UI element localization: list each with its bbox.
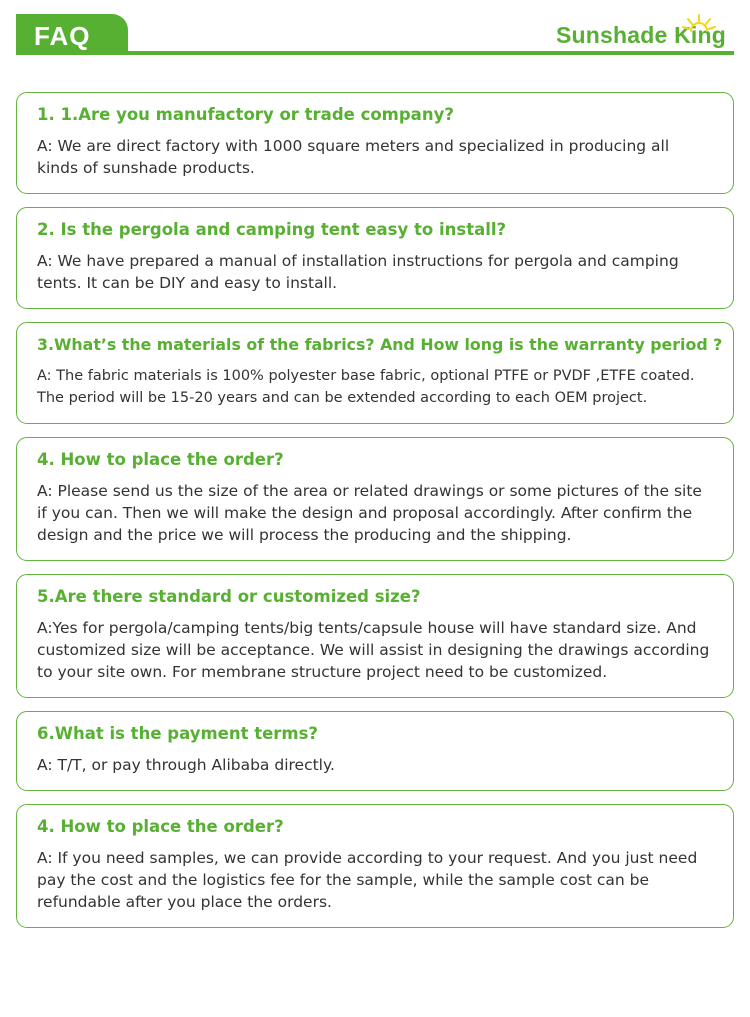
faq-answer: A: We are direct factory with 1000 square meters and specialized in producing all kinds of sunshade products. bbox=[37, 137, 670, 177]
faq-question: 5.Are there standard or customized size? bbox=[37, 587, 421, 606]
page-title: FAQ bbox=[16, 14, 128, 55]
faq-list bbox=[16, 92, 734, 941]
brand-logo-text: Sunshade King bbox=[555, 22, 726, 48]
faq-answer: A: Please send us the size of the area or related drawings or some pictures of the site if you can. Then we will make the design and proposal accordingly. After confirm the design and the price we will process the producing and the shipping. bbox=[37, 482, 702, 544]
faq-answer: A:Yes for pergola/camping tents/big tents/capsule house will have standard size. And customized size will be acceptance. We will assist in designing the drawings according to your site own. For membrane structure project need to be customized. bbox=[37, 619, 710, 681]
faq-question: 1. 1.Are you manufactory or trade company? bbox=[37, 105, 454, 124]
faq-question: 3.What’s the materials of the fabrics? And How long is the warranty period ? bbox=[37, 335, 723, 354]
faq-answer: A: T/T, or pay through Alibaba directly. bbox=[37, 756, 335, 774]
faq-item bbox=[16, 207, 734, 309]
faq-answer: A: We have prepared a manual of installation instructions for pergola and camping tents. It can be DIY and easy to install. bbox=[37, 252, 679, 292]
faq-item bbox=[16, 92, 734, 194]
faq-item bbox=[16, 804, 734, 928]
brand-logo bbox=[556, 22, 726, 49]
faq-question: 4. How to place the order? bbox=[37, 450, 284, 469]
faq-item bbox=[16, 437, 734, 561]
faq-question: 4. How to place the order? bbox=[37, 817, 284, 836]
faq-answer: A: The fabric materials is 100% polyester base fabric, optional PTFE or PVDF ,ETFE coated. The period will be 15-20 years and can be extended according to each OEM project. bbox=[37, 368, 695, 406]
faq-question: 2. Is the pergola and camping tent easy to install? bbox=[37, 220, 507, 239]
faq-item bbox=[16, 322, 734, 424]
faq-answer: A: If you need samples, we can provide according to your request. And you just need pay the cost and the logistics fee for the sample, while the sample cost can be refundable after you place the orders. bbox=[37, 849, 698, 911]
sun-rays-icon bbox=[682, 14, 716, 36]
faq-item bbox=[16, 711, 734, 791]
faq-question: 6.What is the payment terms? bbox=[37, 724, 319, 743]
header bbox=[16, 14, 734, 57]
faq-item bbox=[16, 574, 734, 698]
